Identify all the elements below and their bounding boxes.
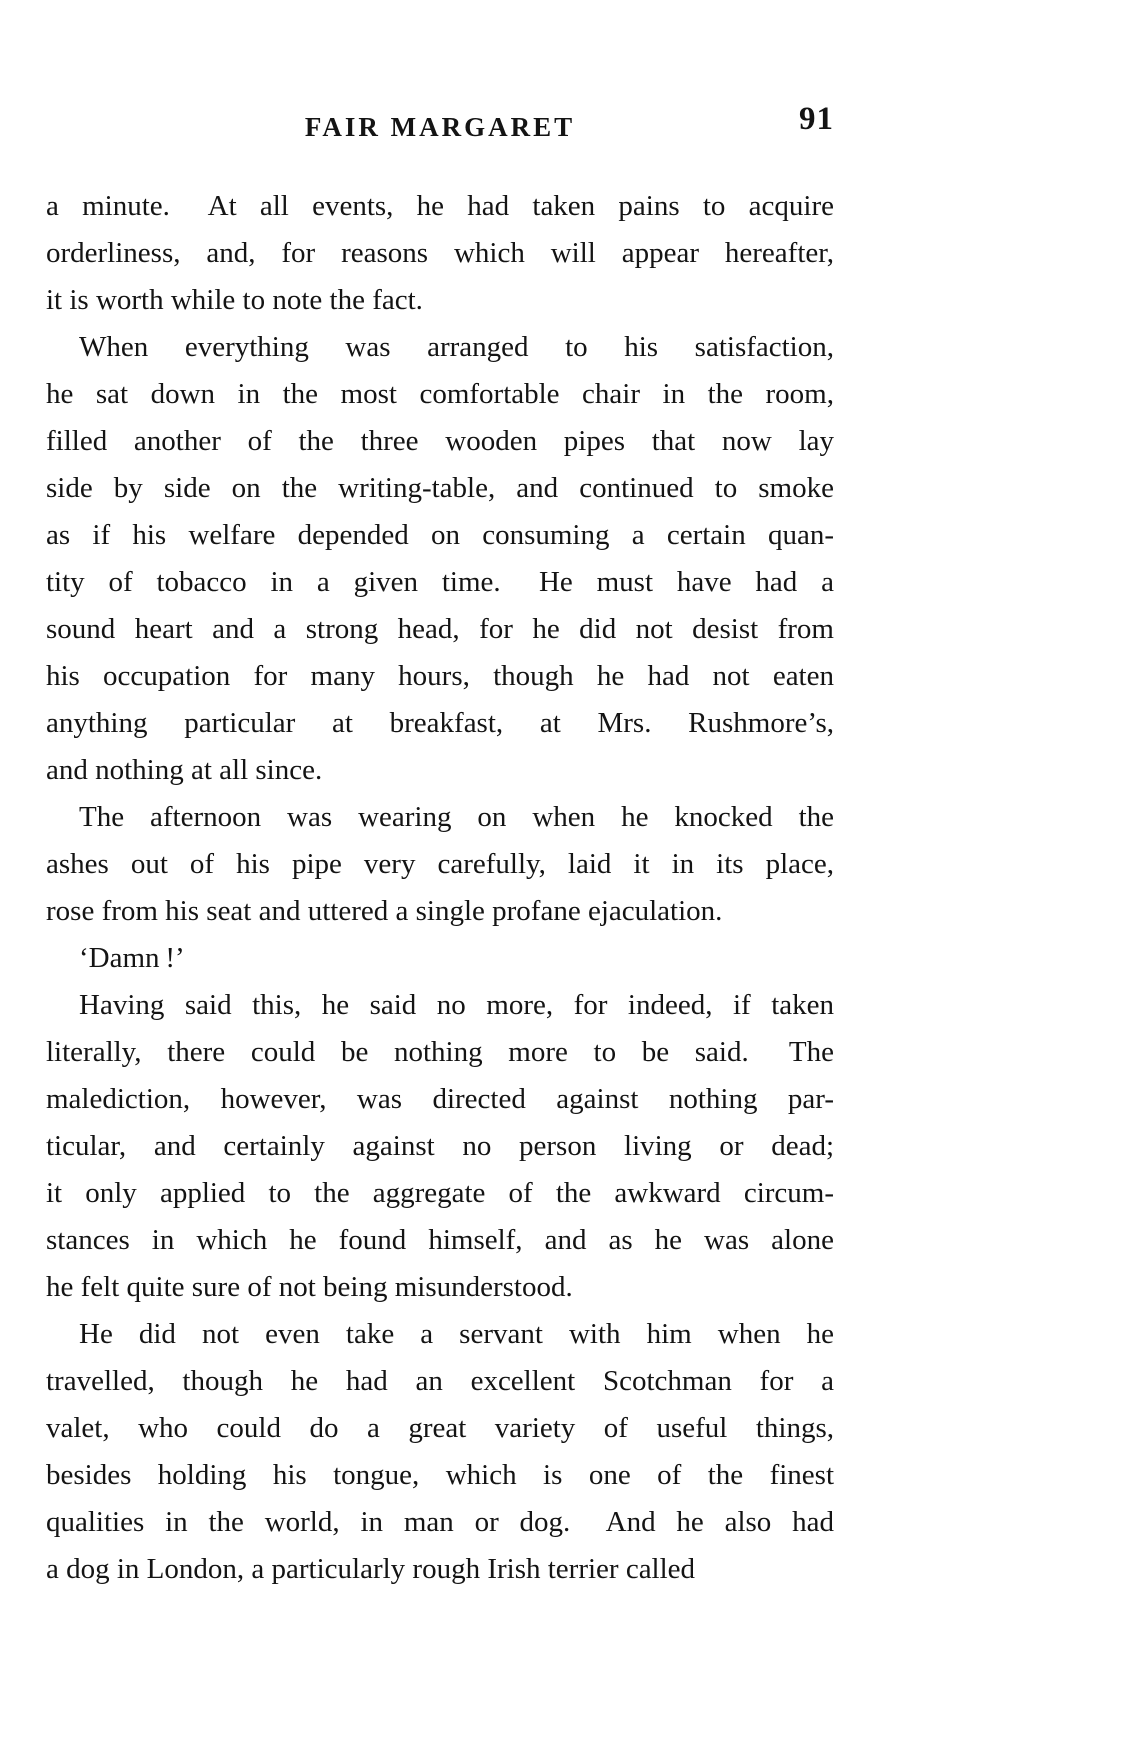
page-body xyxy=(46,183,834,1593)
text-block xyxy=(46,103,834,1593)
text-line: it is worth while to note the fact. xyxy=(46,284,423,316)
page-header xyxy=(46,103,834,153)
text-line: besides holding his tongue, which is one of the finest xyxy=(46,1459,834,1491)
text-line: malediction, however, was directed against nothing par- xyxy=(46,1083,834,1115)
text-line: The afternoon was wearing on when he knocked the xyxy=(79,801,834,833)
text-line: anything particular at breakfast, at Mrs. Rushmore’s, xyxy=(46,707,834,739)
text-line: orderliness, and, for reasons which will appear hereafter, xyxy=(46,237,834,269)
text-line: he felt quite sure of not being misunderstood. xyxy=(46,1271,573,1303)
text-line: he sat down in the most comfortable chair in the room, xyxy=(46,378,834,410)
running-title: FAIR MARGARET xyxy=(304,112,576,142)
text-line: Having said this, he said no more, for indeed, if taken xyxy=(79,989,834,1021)
text-line: He did not even take a servant with him when he xyxy=(79,1318,834,1350)
text-line: stances in which he found himself, and as he was alone xyxy=(46,1224,834,1256)
text-line: travelled, though he had an excellent Scotchman for a xyxy=(46,1365,834,1397)
text-line: ashes out of his pipe very carefully, laid it in its place, xyxy=(46,848,834,880)
text-line: ‘Damn !’ xyxy=(79,942,185,974)
text-line: a minute. At all events, he had taken pains to acquire xyxy=(46,190,834,222)
text-line: his occupation for many hours, though he had not eaten xyxy=(46,660,834,692)
text-line: and nothing at all since. xyxy=(46,754,323,786)
text-line: qualities in the world, in man or dog. And he also had xyxy=(46,1506,834,1538)
text-line: valet, who could do a great variety of useful things, xyxy=(46,1412,834,1444)
page-number: 91 xyxy=(799,101,834,137)
text-line: sound heart and a strong head, for he did not desist from xyxy=(46,613,834,645)
text-line: as if his welfare depended on consuming a certain quan- xyxy=(46,519,834,551)
text-line: filled another of the three wooden pipes that now lay xyxy=(46,425,834,457)
text-line: a dog in London, a particularly rough Irish terrier called xyxy=(46,1553,696,1585)
text-line: rose from his seat and uttered a single profane ejaculation. xyxy=(46,895,723,927)
text-line: tity of tobacco in a given time. He must have had a xyxy=(46,566,834,598)
text-line: it only applied to the aggregate of the awkward circum- xyxy=(46,1177,834,1209)
text-line: literally, there could be nothing more to be said. The xyxy=(46,1036,834,1068)
text-line: side by side on the writing-table, and continued to smoke xyxy=(46,472,834,504)
text-line: ticular, and certainly against no person living or dead; xyxy=(46,1130,834,1162)
text-line: When everything was arranged to his satisfaction, xyxy=(79,331,834,363)
